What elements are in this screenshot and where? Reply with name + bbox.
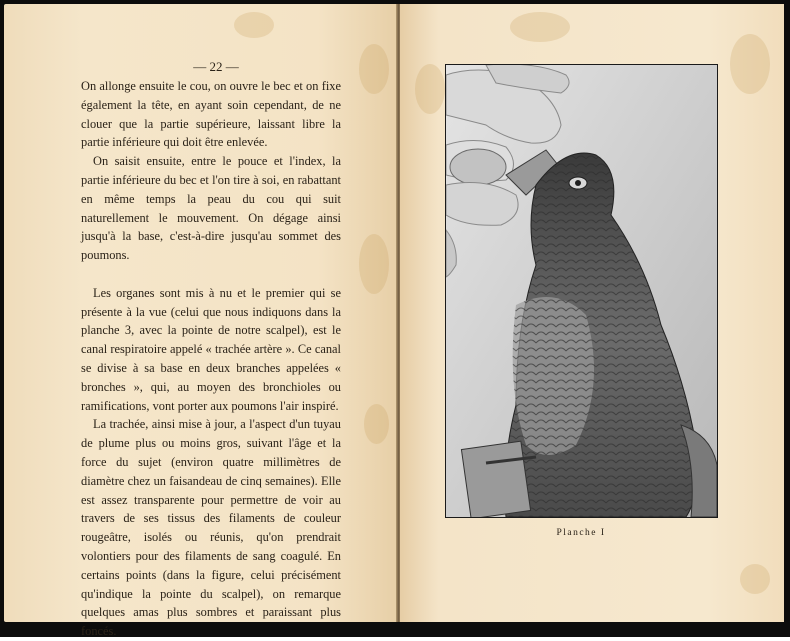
paragraph: On saisit ensuite, entre le pouce et l'index, la partie inférieure du bec et l'on tire à soi, en rabattant en même temps la peau du cou qui suit naturellement le mouvement. On dégage ainsi jusqu'à la base, c'est-à-dire jusqu'au sommet des poumons. [81, 154, 341, 263]
page-number: — 22 — [193, 59, 239, 74]
bird-photo-illustration [446, 65, 717, 517]
paragraph: On allonge ensuite le cou, on ouvre le bec et on fixe également la tête, en ayant soin cependant, de ne clouer que la partie supérieure, laissant libre la partie inférieure qui doit être enlevée. [81, 79, 341, 150]
plate-caption: Planche I [556, 528, 606, 538]
plate-photograph [445, 64, 718, 518]
paragraph: La trachée, ainsi mise à jour, a l'aspect d'un tuyau de plume plus ou moins gros, suivant l'âge et la force du sujet (environ quatre millimètres de diamètre chez un faisandeau de cinq semaines). Elle est assez transparente pour permettre de voir au travers de ses tissus des filaments de couleur rougeâtre, isolés ou réunis, qu'on prendrait volontiers pour des filaments de sang coagulé. En certains points (dans la figure, celui précisément qu'indique la pointe du scalpel), on remarque quelques amas plus sombres et paraissant plus foncés. [81, 417, 341, 639]
body-text [81, 77, 341, 641]
paragraph: Les organes sont mis à nu et le premier qui se présente à la vue (celui que nous indiquons dans la planche 3, avec la pointe de notre scalpel), est le canal respiratoire appelé « trachée artère ». Ce canal se divise à sa base en deux branches appelées « bronches », qui, au moyen des bronchioles ou ramifications, vont porter aux poumons l'air inspiré. [81, 285, 341, 413]
